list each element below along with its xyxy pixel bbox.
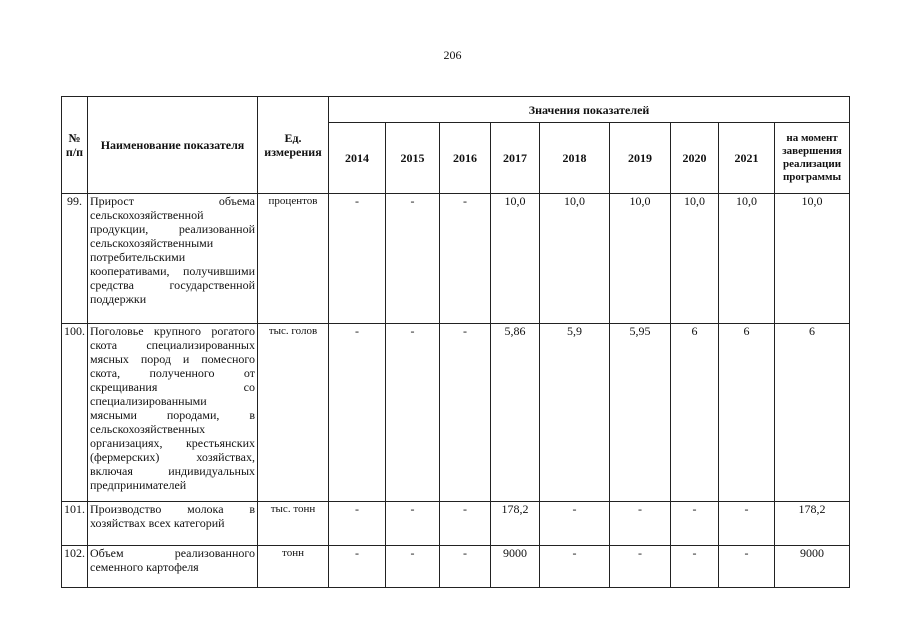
value-cell: 10,0 xyxy=(671,194,719,324)
page-number: 206 xyxy=(443,48,462,62)
header-year: 2015 xyxy=(386,123,440,194)
header-year: 2019 xyxy=(610,123,671,194)
header-year: 2017 xyxy=(491,123,540,194)
table-row xyxy=(62,194,850,324)
value-cell: 5,9 xyxy=(540,324,610,502)
row-number: 100. xyxy=(62,324,88,502)
final-value-cell: 10,0 xyxy=(775,194,850,324)
value-cell: - xyxy=(440,502,491,546)
header-year: 2020 xyxy=(671,123,719,194)
final-value-cell: 6 xyxy=(775,324,850,502)
value-cell: - xyxy=(610,546,671,588)
indicator-unit: тыс. тонн xyxy=(258,502,329,546)
value-cell: 6 xyxy=(719,324,775,502)
value-cell: - xyxy=(329,546,386,588)
value-cell: - xyxy=(671,502,719,546)
value-cell: 10,0 xyxy=(491,194,540,324)
header-unit: Ед. измерения xyxy=(258,97,329,194)
header-year: 2021 xyxy=(719,123,775,194)
indicator-name: Прирост объема сельскохозяйственной продукции, реализованной сельскохозяйственными потребительскими кооперативами, получившими средства государственной поддержки xyxy=(88,194,258,324)
value-cell: - xyxy=(671,546,719,588)
value-cell: - xyxy=(540,502,610,546)
value-cell: - xyxy=(386,194,440,324)
indicator-unit: процентов xyxy=(258,194,329,324)
table-header-row xyxy=(62,97,850,123)
value-cell: 5,95 xyxy=(610,324,671,502)
final-value-cell: 9000 xyxy=(775,546,850,588)
value-cell: 10,0 xyxy=(719,194,775,324)
value-cell: - xyxy=(610,502,671,546)
header-num: № п/п xyxy=(62,97,88,194)
indicator-name: Объем реализованного семенного картофеля xyxy=(88,546,258,588)
value-cell: - xyxy=(440,194,491,324)
value-cell: - xyxy=(329,324,386,502)
value-cell: - xyxy=(386,324,440,502)
row-number: 99. xyxy=(62,194,88,324)
indicator-name: Производство молока в хозяйствах всех категорий xyxy=(88,502,258,546)
header-year: 2014 xyxy=(329,123,386,194)
value-cell: - xyxy=(719,546,775,588)
table-row xyxy=(62,546,850,588)
value-cell: - xyxy=(386,502,440,546)
value-cell: - xyxy=(386,546,440,588)
indicator-name: Поголовье крупного рогатого скота специализированных мясных пород и помесного скота, полученного от скрещивания со специализированными мясными породами, в сельскохозяйственных организациях, крестьянских (фермерских) хозяйствах, включая индивидуальных предпринимателей xyxy=(88,324,258,502)
value-cell: - xyxy=(440,546,491,588)
value-cell: 10,0 xyxy=(540,194,610,324)
final-value-cell: 178,2 xyxy=(775,502,850,546)
indicators-table xyxy=(61,96,850,588)
header-year: 2016 xyxy=(440,123,491,194)
row-number: 102. xyxy=(62,546,88,588)
indicator-unit: тонн xyxy=(258,546,329,588)
value-cell: 5,86 xyxy=(491,324,540,502)
header-name: Наименование показателя xyxy=(88,97,258,194)
value-cell: - xyxy=(329,194,386,324)
value-cell: 6 xyxy=(671,324,719,502)
indicator-unit: тыс. голов xyxy=(258,324,329,502)
row-number: 101. xyxy=(62,502,88,546)
value-cell: - xyxy=(329,502,386,546)
header-final: на момент завершения реализации программы xyxy=(775,123,850,194)
value-cell: 9000 xyxy=(491,546,540,588)
value-cell: 10,0 xyxy=(610,194,671,324)
table-row xyxy=(62,502,850,546)
header-year: 2018 xyxy=(540,123,610,194)
table-row xyxy=(62,324,850,502)
header-values-group: Значения показателей xyxy=(329,97,850,123)
value-cell: - xyxy=(719,502,775,546)
value-cell: - xyxy=(540,546,610,588)
value-cell: - xyxy=(440,324,491,502)
value-cell: 178,2 xyxy=(491,502,540,546)
